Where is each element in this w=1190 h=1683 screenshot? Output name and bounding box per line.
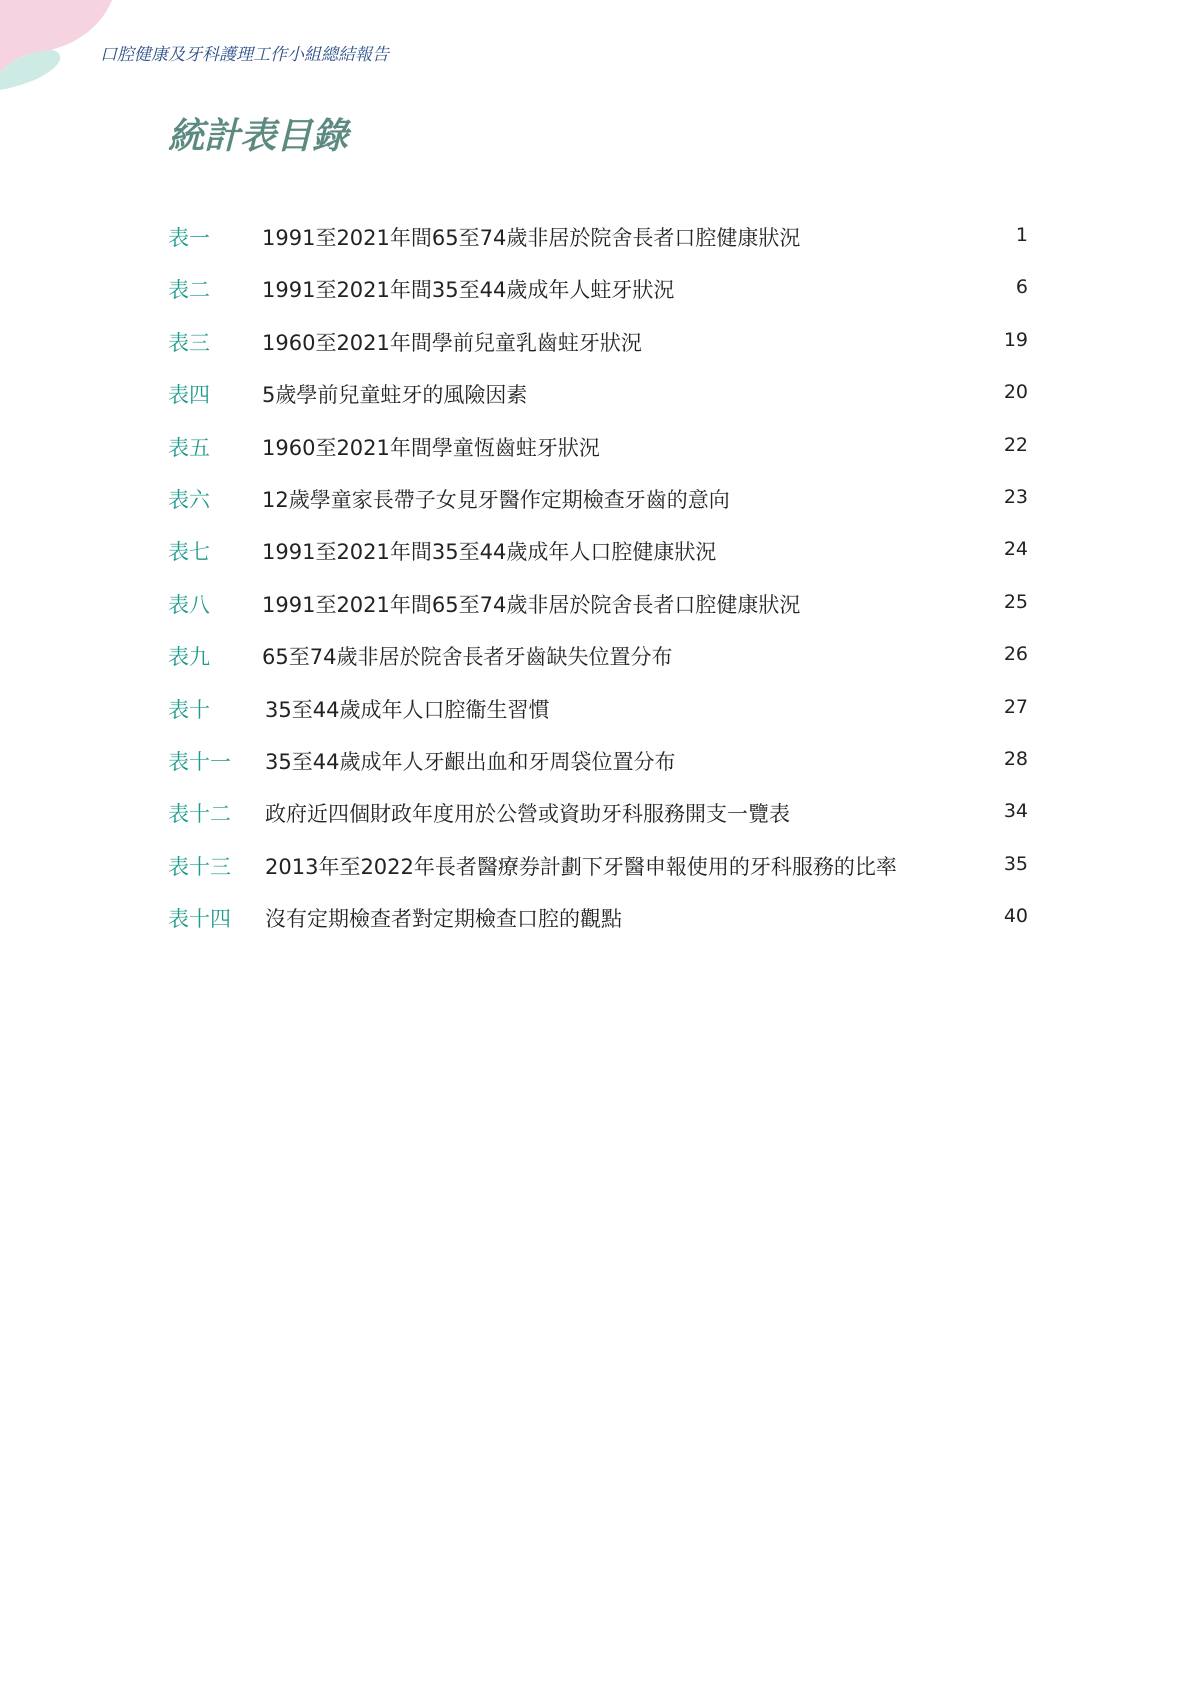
toc-entry-label: 表一 [168, 226, 210, 250]
toc-entry-title: 政府近四個財政年度用於公營或資助牙科服務開支一覽表 [265, 802, 790, 827]
toc-entry-page: 25 [1003, 590, 1028, 613]
toc-entry-page: 26 [1003, 643, 1028, 666]
running-header: 口腔健康及牙科護理工作小組總結報告 [100, 45, 389, 65]
toc-entry-title: 1991至2021年間65至74歲非居於院舍長者口腔健康狀況 [262, 226, 801, 250]
toc-entry-page: 27 [1003, 695, 1028, 718]
toc-entry[interactable] [168, 798, 1028, 850]
toc-entry[interactable] [168, 222, 1028, 274]
toc-entry-label: 表四 [168, 383, 210, 408]
toc-entry[interactable] [168, 694, 1028, 746]
toc-entry-label: 表五 [168, 435, 210, 460]
toc-entry-title: 沒有定期檢查者對定期檢查口腔的觀點 [265, 907, 622, 932]
toc-entry-page: 1 [1015, 224, 1028, 246]
toc-entry-title: 65至74歲非居於院舍長者牙齒缺失位置分布 [262, 645, 673, 670]
toc-entry-page: 22 [1003, 433, 1028, 456]
toc-entry-title: 35至44歲成年人口腔衞生習慣 [265, 697, 550, 722]
toc-entry-title: 35至44歲成年人牙齦出血和牙周袋位置分布 [265, 749, 676, 774]
toc-entry-title: 12歲學童家長帶子女見牙醫作定期檢查牙齒的意向 [262, 487, 730, 512]
toc-entry[interactable] [168, 903, 1028, 955]
toc-entry-label: 表九 [168, 645, 210, 670]
toc-list [168, 222, 1028, 955]
toc-entry-page: 6 [1015, 276, 1028, 299]
toc-entry-title: 1960至2021年間學前兒童乳齒蛀牙狀況 [262, 330, 642, 355]
toc-entry[interactable] [168, 746, 1028, 798]
toc-entry-title: 1991至2021年間65至74歲非居於院舍長者口腔健康狀況 [262, 592, 801, 617]
toc-entry-label: 表十二 [168, 802, 231, 827]
toc-entry[interactable] [168, 641, 1028, 693]
toc-entry-label: 表二 [168, 278, 210, 303]
toc-entry-title: 1960至2021年間學童恆齒蛀牙狀況 [262, 435, 600, 460]
toc-entry-page: 34 [1003, 800, 1028, 823]
toc-entry-label: 表八 [168, 592, 210, 617]
toc-entry-label: 表三 [168, 330, 210, 355]
toc-entry-page: 28 [1003, 747, 1028, 770]
toc-entry-page: 24 [1003, 538, 1028, 561]
toc-entry-label: 表十一 [168, 749, 231, 774]
toc-entry[interactable] [168, 589, 1028, 641]
toc-entry-label: 表十三 [168, 854, 231, 879]
toc-entry[interactable] [168, 536, 1028, 588]
page-title: 統計表目錄 [168, 116, 349, 157]
toc-entry-page: 23 [1003, 485, 1028, 508]
toc-entry-title: 1991至2021年間35至44歲成年人蛀牙狀況 [262, 278, 675, 303]
toc-entry-page: 35 [1003, 852, 1028, 875]
toc-entry[interactable] [168, 379, 1028, 431]
toc-entry-title: 1991至2021年間35至44歲成年人口腔健康狀況 [262, 540, 717, 565]
toc-entry[interactable] [168, 851, 1028, 903]
toc-entry-page: 19 [1003, 328, 1028, 351]
toc-entry-title: 2013年至2022年長者醫療券計劃下牙醫申報使用的牙科服務的比率 [265, 854, 897, 879]
toc-entry[interactable] [168, 432, 1028, 484]
toc-entry[interactable] [168, 484, 1028, 536]
toc-entry-label: 表六 [168, 487, 210, 512]
toc-entry-label: 表十 [168, 697, 210, 722]
toc-entry[interactable] [168, 327, 1028, 379]
toc-entry-page: 40 [1003, 905, 1028, 928]
toc-entry[interactable] [168, 274, 1028, 326]
toc-entry-label: 表七 [168, 540, 210, 565]
toc-entry-label: 表十四 [168, 907, 231, 932]
toc-entry-page: 20 [1003, 381, 1028, 404]
toc-entry-title: 5歲學前兒童蛀牙的風險因素 [262, 383, 528, 408]
